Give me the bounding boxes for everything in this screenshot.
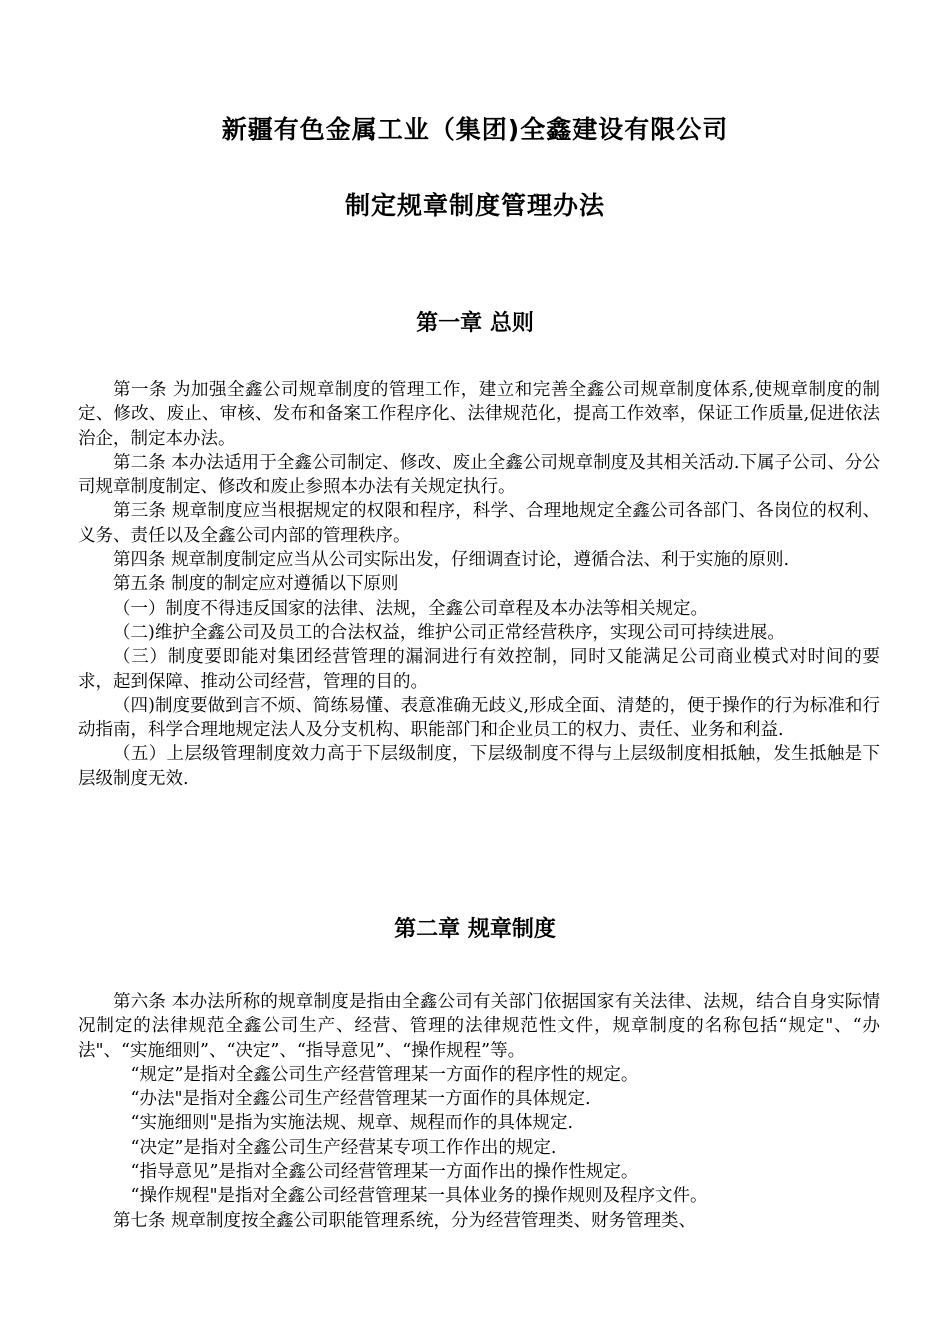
principle-2: （二)维护全鑫公司及员工的合法权益，维护公司正常经营秩序，实现公司可持续进展。: [113, 622, 785, 643]
definition-rules: “实施细则"是指为实施法规、规章、规程而作的具体规定.: [130, 1113, 574, 1134]
definition-opinion: “指导意见”是指对全鑫公司经营管理某一方面作出的操作性规定。: [130, 1162, 639, 1183]
definition-procedure: “操作规程"是指对全鑫公司经营管理某一具体业务的操作规则及程序文件。: [130, 1186, 708, 1207]
definition-method: “办法"是指对全鑫公司生产经营管理某一方面作的具体规定.: [130, 1089, 591, 1110]
document-title: 制定规章制度管理办法: [344, 191, 605, 220]
principle-3: （三）制度要即能对集团经营管理的漏洞进行有效控制，同时又能满足公司商业模式对时间的要求，起到保障、推动公司经营，管理的目的。: [78, 647, 880, 692]
chapter-2-heading: 第二章 规章制度: [394, 917, 556, 942]
definition-decision: “决定”是指对全鑫公司生产经营某专项工作作出的规定.: [130, 1137, 557, 1158]
principle-1: （一）制度不得违反国家的法律、法规，全鑫公司章程及本办法等相关规定。: [113, 598, 708, 619]
chapter-2-body: [78, 990, 880, 1233]
definition-guiding: “规定”是指对全鑫公司生产经营管理某一方面作的程序性的规定。: [130, 1064, 639, 1085]
chapter-1-body: [78, 378, 880, 791]
article-6: 第六条 本办法所称的规章制度是指由全鑫公司有关部门依据国家有关法律、法规，结合自身实际情况制定的法律规范全鑫公司生产、经营、管理的法律规范性文件，规章制度的名称包括“规定"、“办法"、“实施细则”、“决定”、“指导意见”、“操作规程”等。: [78, 992, 880, 1061]
article-5: 第五条 制度的制定应对遵循以下原则: [113, 574, 399, 595]
article-7: 第七条 规章制度按全鑫公司职能管理系统，分为经营管理类、财务管理类、: [113, 1210, 697, 1231]
article-1: 第一条 为加强全鑫公司规章制度的管理工作，建立和完善全鑫公司规章制度体系,使规章制度的制定、修改、废止、审核、发布和备案工作程序化、法律规范化，提高工作效率，保证工作质量,促进依法治企，制定本办法。: [78, 380, 880, 449]
article-4: 第四条 规章制度制定应当从公司实际出发，仔细调查讨论，遵循合法、利于实施的原则.: [113, 550, 790, 571]
article-2: 第二条 本办法适用于全鑫公司制定、修改、废止全鑫公司规章制度及其相关活动.下属子公司、分公司规章制度制定、修改和废止参照本办法有关规定执行。: [78, 452, 880, 498]
company-title: 新疆有色金属工业（集团)全鑫建设有限公司: [221, 115, 729, 144]
principle-5: （五）上层级管理制度效力高于下层级制度，下层级制度不得与上层级制度相抵触，发生抵触是下层级制度无效.: [78, 744, 880, 789]
chapter-1-heading: 第一章 总则: [416, 311, 534, 336]
principle-4: （四)制度要做到言不烦、简练易懂、表意准确无歧义,形成全面、清楚的，便于操作的行为标准和行动指南，科学合理地规定法人及分支机构、职能部门和企业员工的权力、责任、业务和利益.: [78, 695, 880, 741]
article-3: 第三条 规章制度应当根据规定的权限和程序，科学、合理地规定全鑫公司各部门、各岗位的权利、义务、责任以及全鑫公司内部的管理秩序。: [78, 501, 880, 546]
